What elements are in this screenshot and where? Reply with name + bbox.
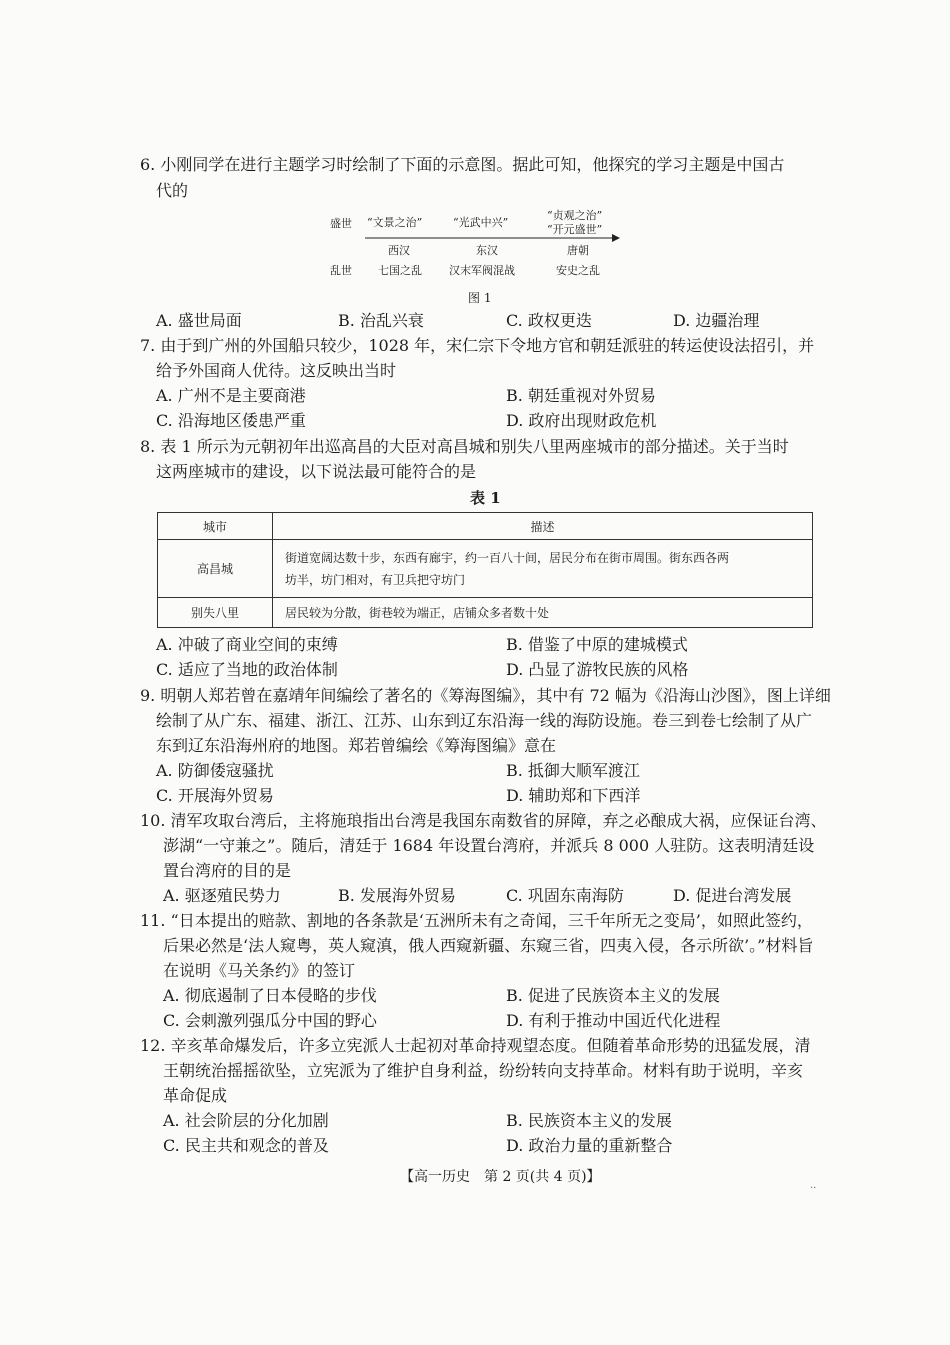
q8-option-b: B. 借鉴了中原的建城模式 — [506, 635, 688, 654]
table-cell-desc — [273, 540, 813, 598]
q10-option-d: D. 促进台湾发展 — [673, 886, 792, 905]
q8-option-d: D. 凸显了游牧民族的风格 — [506, 660, 689, 679]
table-cell-desc-line: 街道宽阔达数十步，东西有廊宇，约一百八十间，居民分布在街市周围。街东西各两 — [285, 550, 730, 565]
q6-stem-line1: 6. 小刚同学在进行主题学习时绘制了下面的示意图。据此可知，他探究的学习主题是中国古 — [140, 155, 785, 174]
q12-stem-line3: 革命促成 — [163, 1086, 228, 1105]
q11-option-d: D. 有利于推动中国近代化进程 — [506, 1011, 721, 1030]
q11-stem-line3: 在说明《马关条约》的签订 — [163, 961, 356, 980]
corner-mark: .. — [810, 1180, 817, 1191]
figure-dynasty: 西汉 — [388, 244, 410, 257]
q9-option-c: C. 开展海外贸易 — [156, 786, 274, 805]
q9-option-a: A. 防御倭寇骚扰 — [156, 761, 274, 780]
q7-option-c: C. 沿海地区倭患严重 — [156, 411, 306, 430]
figure-prosperous-item: “文景之治” — [367, 216, 423, 229]
page-footer: 【高一历史 第 2 页(共 4 页)】 — [400, 1169, 601, 1185]
figure-chaos-item: 七国之乱 — [378, 264, 422, 277]
q12-option-d: D. 政治力量的重新整合 — [506, 1136, 673, 1155]
q9-stem-line3: 东到辽东沿海州府的地图。郑若曾编绘《筹海图编》意在 — [156, 736, 557, 755]
table-1 — [157, 512, 813, 628]
q10-option-c: C. 巩固东南海防 — [506, 886, 624, 905]
figure-prosperous-item: “贞观之治” — [547, 209, 603, 222]
q12-stem-line2: 王朝统治摇摇欲坠，立宪派为了维护自身利益，纷纷转向支持革命。材料有助于说明，辛亥 — [163, 1061, 804, 1080]
table-header-city: 城市 — [158, 513, 273, 540]
q9-stem-line2: 绘制了从广东、福建、浙江、江苏、山东到辽东沿海一线的海防设施。卷三到卷七绘制了从广 — [156, 711, 813, 730]
q11-option-b: B. 促进了民族资本主义的发展 — [506, 986, 720, 1005]
figure-chaos-item: 汉末军阀混战 — [449, 264, 515, 277]
q10-stem-line2: 澎湖“一守兼之”。随后，清廷于 1684 年设置台湾府，并派兵 8 000 人驻防。这表明清廷设 — [163, 836, 815, 855]
q10-option-b: B. 发展海外贸易 — [338, 886, 456, 905]
q10-stem-line3: 置台湾府的目的是 — [163, 861, 292, 880]
q11-stem-line1: 11. “日本提出的赔款、割地的各条款是‘五洲所未有之奇闻，三千年所无之变局’，如照此签约， — [140, 911, 813, 930]
q8-stem-line1: 8. 表 1 所示为元朝初年出巡高昌的大臣对高昌城和别失八里两座城市的部分描述。关于当时 — [140, 437, 789, 456]
q6-stem-line2: 代的 — [156, 181, 189, 200]
q6-option-a: A. 盛世局面 — [156, 311, 242, 330]
table-header-row — [158, 513, 813, 540]
figure-label-chaos: 乱世 — [330, 264, 352, 277]
q8-option-c: C. 适应了当地的政治体制 — [156, 660, 338, 679]
table-cell-city: 高昌城 — [158, 540, 273, 598]
table-1-title: 表 1 — [470, 489, 501, 507]
q9-option-d: D. 辅助郑和下西洋 — [506, 786, 641, 805]
q11-option-a: A. 彻底遏制了日本侵略的步伐 — [163, 986, 377, 1005]
q6-option-c: C. 政权更迭 — [506, 311, 592, 330]
figure-dynasty: 唐朝 — [567, 244, 589, 257]
q12-option-a: A. 社会阶层的分化加剧 — [163, 1111, 329, 1130]
figure-prosperous-item: “光武中兴” — [453, 216, 509, 229]
figure-caption: 图 1 — [468, 291, 492, 305]
table-row — [158, 598, 813, 628]
q7-stem-line2: 给予外国商人优待。这反映出当时 — [156, 361, 397, 380]
table-header-desc: 描述 — [273, 513, 813, 540]
figure-prosperous-item: “开元盛世” — [547, 223, 603, 236]
q8-stem-line2: 这两座城市的建设，以下说法最可能符合的是 — [156, 462, 477, 481]
figure-dynasty: 东汉 — [476, 244, 498, 257]
q6-option-b: B. 治乱兴衰 — [338, 311, 424, 330]
q8-option-a: A. 冲破了商业空间的束缚 — [156, 635, 338, 654]
q6-option-d: D. 边疆治理 — [673, 311, 760, 330]
figure-label-prosperous: 盛世 — [330, 217, 352, 230]
table-row — [158, 540, 813, 598]
q10-option-a: A. 驱逐殖民势力 — [163, 886, 281, 905]
q7-option-d: D. 政府出现财政危机 — [506, 411, 657, 430]
q11-option-c: C. 会刺激列强瓜分中国的野心 — [163, 1011, 377, 1030]
q11-stem-line2: 后果必然是‘法人窥粤，英人窥滇，俄人西窥新疆、东窥三省，四夷入侵，各示所欲’。”材料旨 — [163, 936, 814, 955]
q7-stem-line1: 7. 由于到广州的外国船只较少，1028 年，宋仁宗下令地方官和朝廷派驻的转运使设法招引，并 — [140, 336, 815, 355]
q12-stem-line1: 12. 辛亥革命爆发后，许多立宪派人士起初对革命持观望态度。但随着革命形势的迅猛发展，清 — [140, 1036, 811, 1055]
q12-option-c: C. 民主共和观念的普及 — [163, 1136, 329, 1155]
figure-chaos-item: 安史之乱 — [556, 264, 600, 277]
q10-stem-line1: 10. 清军攻取台湾后，主将施琅指出台湾是我国东南数省的屏障，弃之必酿成大祸，应保证台湾、 — [140, 811, 827, 830]
q7-option-a: A. 广州不是主要商港 — [156, 386, 306, 405]
q12-option-b: B. 民族资本主义的发展 — [506, 1111, 672, 1130]
table-cell-desc-line: 坊半，坊门相对，有卫兵把守坊门 — [285, 572, 466, 587]
q9-option-b: B. 抵御大顺军渡江 — [506, 761, 640, 780]
q9-stem-line1: 9. 明朝人郑若曾在嘉靖年间编绘了著名的《筹海图编》，其中有 72 幅为《沿海山沙图》，图上详细 — [140, 686, 831, 705]
table-cell-city: 别失八里 — [158, 598, 273, 628]
q7-option-b: B. 朝廷重视对外贸易 — [506, 386, 656, 405]
table-cell-desc: 居民较为分散，街巷较为端正，店铺众多者数十处 — [273, 598, 813, 628]
